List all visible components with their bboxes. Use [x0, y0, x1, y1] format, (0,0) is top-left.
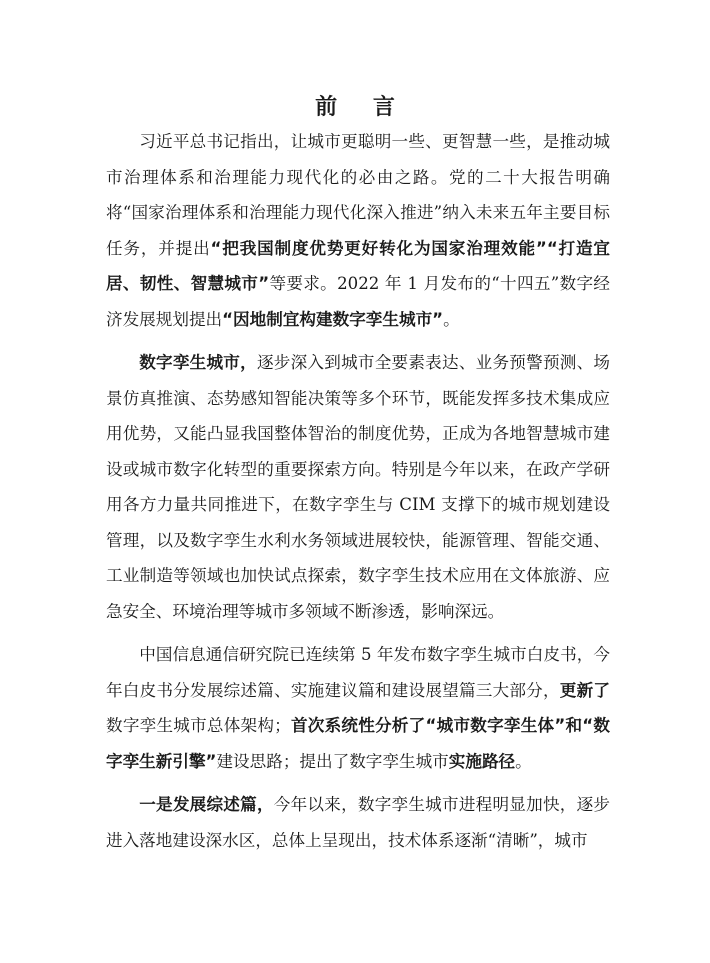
text-segment: 中国信息通信研究院已连续第 5 年发布数字孪生城市白皮书，今年白皮书分发展综述篇、实施建议篇和建设展望篇三大部分，	[106, 645, 610, 700]
text-segment: 逐步深入到城市全要素表达、业务预警预测、场景仿真推演、态势感知智能决策等多个环节，既能发挥多技术集成应用优势，又能凸显我国整体智治的制度优势，正成为各地智慧城市建设或城市数字化转型的重要探索方向。特别是今年以来，在政产学研用各方力量共同推进下，在数字孪生与 CIM 支撑下的城市规划建设管理，以及数字孪生水利水务领域进展较快，能源管理、智能交通、工业制造等领域也加快试点探索，数字孪生技术应用在文体旅游、应急安全、环境治理等城市多领域不断渗透，影响深远。	[106, 353, 611, 621]
bold-text-segment: 一是发展综述篇，	[139, 795, 274, 814]
bold-text-segment: 数字孪生城市，	[139, 353, 257, 372]
bold-text-segment: “因地制宜构建数字孪生城市”	[222, 309, 444, 329]
text-segment: 。	[443, 309, 460, 329]
bold-text-segment: 更新了	[559, 680, 611, 700]
bold-text-segment: 首次系统性分析了“城市数字孪生体”和“数字孪生新引擎”	[106, 716, 610, 771]
paragraph-3	[106, 637, 610, 779]
text-segment: 。	[515, 751, 532, 771]
text-segment: 数字孪生城市总体架构；	[106, 716, 291, 735]
text-segment: 等要求。2022 年 1 月发布的“十四五”数字经济发展规划提出	[106, 274, 610, 329]
paragraph-1	[106, 124, 610, 337]
bold-text-segment: “把我国制度优势更好转化为国家治理效能”“打造宜居、韧性、智慧城市”	[106, 238, 610, 293]
body-text	[106, 124, 610, 858]
paragraph-2	[106, 345, 610, 629]
text-segment: 习近平总书记指出，让城市更聪明一些、更智慧一些，是推动城市治理体系和治理能力现代化的必由之路。党的二十大报告明确将“国家治理体系和治理能力现代化深入推进”纳入未来五年主要目标任务，并提出	[106, 132, 610, 258]
text-segment: 今年以来，数字孪生城市进程明显加快，逐步进入落地建设深水区，总体上呈现出，技术体系逐渐“清晰”，城市	[106, 795, 611, 850]
paragraph-4	[106, 787, 610, 858]
page-title: 前 言	[315, 95, 409, 120]
bold-text-segment: 实施路径	[448, 751, 516, 771]
text-segment: 建设思路；提出了数字孪生城市	[216, 751, 449, 771]
